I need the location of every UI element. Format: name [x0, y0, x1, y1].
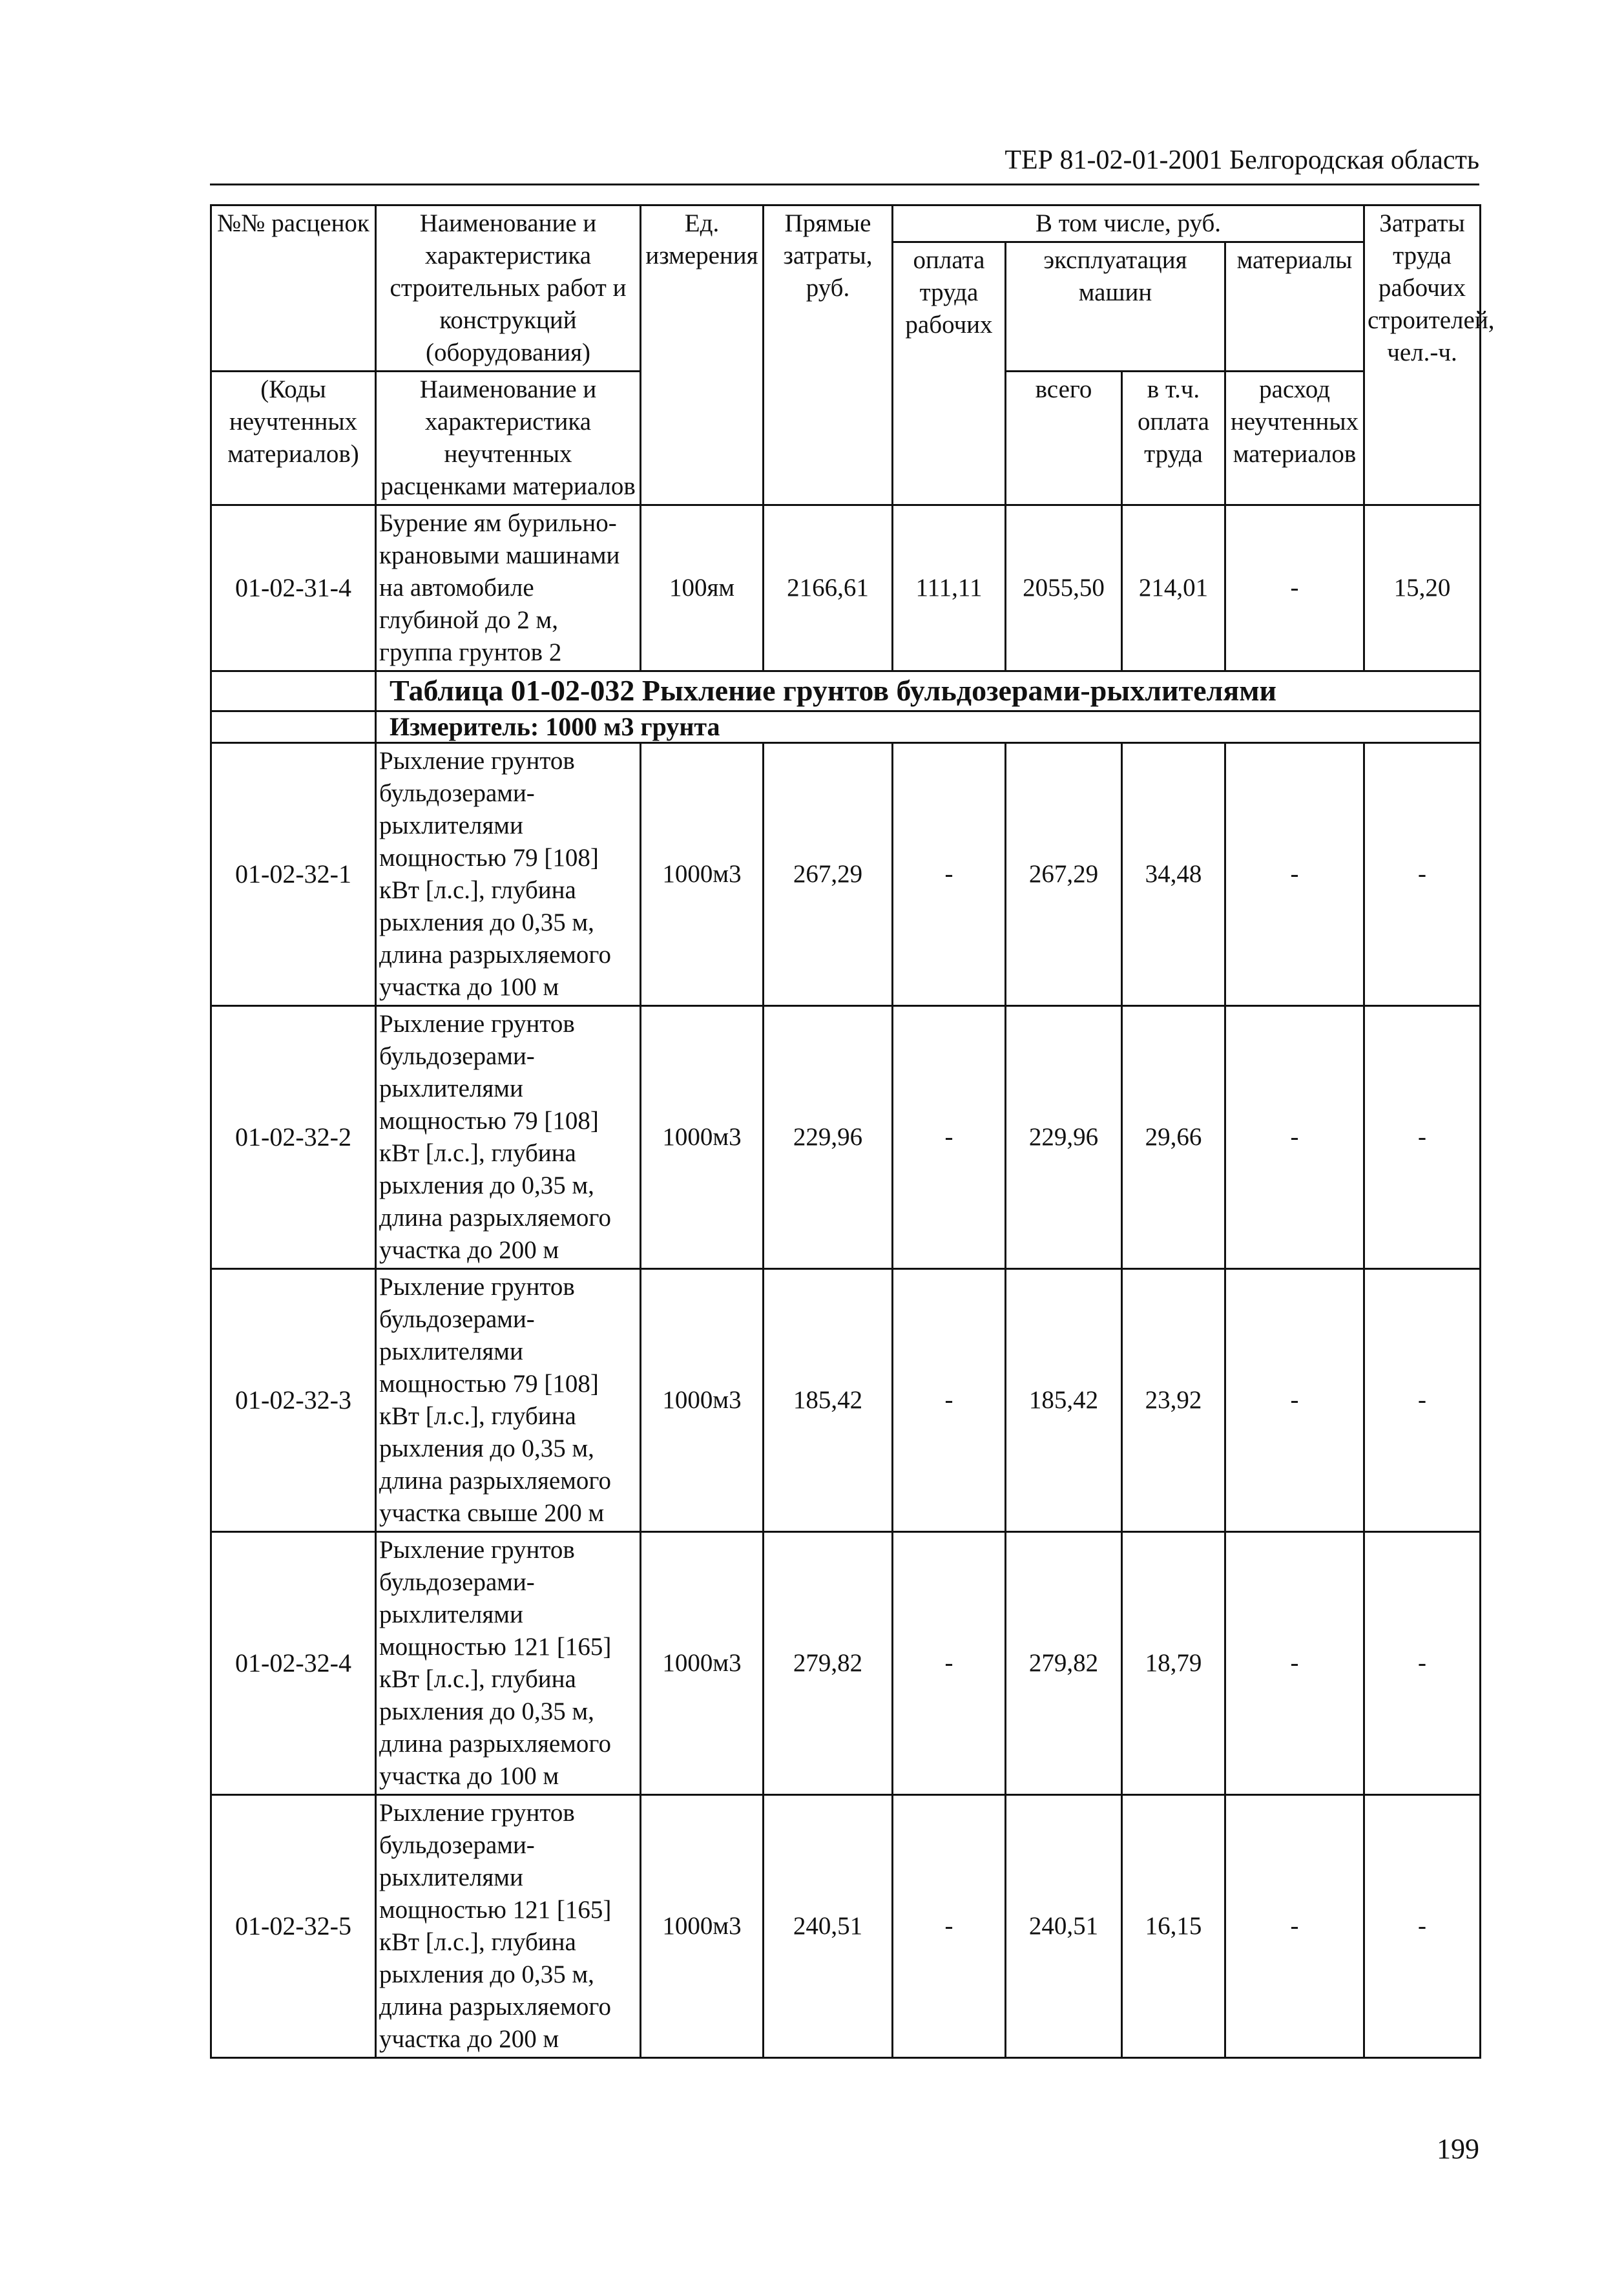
rate-materials: - — [1225, 1532, 1364, 1795]
rate-direct: 240,51 — [764, 1795, 893, 2058]
rate-name: Рыхление грунтов бульдозерами-рыхлителями мощностью 121 [165] кВт [л.с.], глубина рыхления до 0,35 м, длина разрыхляемого участка до 100 м — [376, 1532, 641, 1795]
rate-name: Рыхление грунтов бульдозерами-рыхлителями мощностью 79 [108] кВт [л.с.], глубина рыхления до 0,35 м, длина разрыхляемого участка до 100 м — [376, 743, 641, 1006]
rate-direct: 279,82 — [764, 1532, 893, 1795]
rate-code: 01-02-31-4 — [211, 505, 376, 671]
table-row — [211, 1795, 1481, 2058]
rate-wage: 111,11 — [893, 505, 1006, 671]
rate-machines-wage: 18,79 — [1122, 1532, 1225, 1795]
rate-labor: - — [1364, 1269, 1481, 1532]
section-title: Таблица 01-02-032 Рыхление грунтов бульдозерами-рыхлителями — [376, 671, 1481, 711]
rate-machines-total: 267,29 — [1006, 743, 1122, 1006]
rate-materials: - — [1225, 505, 1364, 671]
section-spacer — [211, 671, 376, 711]
col-header-unit: Ед. измерения — [641, 205, 764, 505]
rate-machines-wage: 29,66 — [1122, 1006, 1225, 1269]
rate-wage: - — [893, 1795, 1006, 2058]
table-row — [211, 1532, 1481, 1795]
table-row — [211, 505, 1481, 671]
header-rule — [210, 184, 1479, 185]
col-header-codes: (Коды неучтенных материалов) — [211, 372, 376, 505]
rate-wage: - — [893, 743, 1006, 1006]
rate-name: Рыхление грунтов бульдозерами-рыхлителями мощностью 121 [165] кВт [л.с.], глубина рыхления до 0,35 м, длина разрыхляемого участка до 200 м — [376, 1795, 641, 2058]
rate-labor: - — [1364, 1795, 1481, 2058]
document-header: ТЕР 81-02-01-2001 Белгородская область — [1005, 145, 1479, 175]
rate-machines-total: 185,42 — [1006, 1269, 1122, 1532]
table-row — [211, 1269, 1481, 1532]
page-number: 199 — [1437, 2133, 1479, 2165]
rate-materials: - — [1225, 743, 1364, 1006]
rate-unit: 1000м3 — [641, 1269, 764, 1532]
rate-code: 01-02-32-5 — [211, 1795, 376, 2058]
rate-unit: 100ям — [641, 505, 764, 671]
col-header-incl: В том числе, руб. — [893, 205, 1364, 242]
rates-table — [210, 204, 1495, 2059]
col-header-materials: материалы — [1225, 242, 1364, 372]
col-header-wage: оплата труда рабочих — [893, 242, 1006, 505]
rate-machines-wage: 23,92 — [1122, 1269, 1225, 1532]
rate-materials: - — [1225, 1269, 1364, 1532]
rate-wage: - — [893, 1006, 1006, 1269]
rate-machines-total: 240,51 — [1006, 1795, 1122, 2058]
rate-labor: - — [1364, 743, 1481, 1006]
rate-unit: 1000м3 — [641, 1795, 764, 2058]
rate-name: Рыхление грунтов бульдозерами-рыхлителями мощностью 79 [108] кВт [л.с.], глубина рыхления до 0,35 м, длина разрыхляемого участка свыше 200 м — [376, 1269, 641, 1532]
table-row — [211, 743, 1481, 1006]
rate-labor: 15,20 — [1364, 505, 1481, 671]
col-header-labor: Затраты труда рабочих строителей, чел.-ч. — [1364, 205, 1481, 505]
rate-labor: - — [1364, 1006, 1481, 1269]
rate-machines-total: 2055,50 — [1006, 505, 1122, 671]
col-header-name2: Наименование и характеристика неучтенных расценками материалов — [376, 372, 641, 505]
rate-code: 01-02-32-3 — [211, 1269, 376, 1532]
rate-unit: 1000м3 — [641, 1532, 764, 1795]
col-header-machines: эксплуатация машин — [1006, 242, 1225, 372]
rate-machines-total: 279,82 — [1006, 1532, 1122, 1795]
table-row — [211, 1006, 1481, 1269]
rate-code: 01-02-32-2 — [211, 1006, 376, 1269]
col-header-incl-wage: в т.ч. оплата труда — [1122, 372, 1225, 505]
measure-spacer — [211, 711, 376, 743]
rate-machines-wage: 16,15 — [1122, 1795, 1225, 2058]
rate-wage: - — [893, 1269, 1006, 1532]
rate-materials: - — [1225, 1795, 1364, 2058]
rate-direct: 2166,61 — [764, 505, 893, 671]
rate-direct: 185,42 — [764, 1269, 893, 1532]
rate-unit: 1000м3 — [641, 1006, 764, 1269]
rate-direct: 267,29 — [764, 743, 893, 1006]
rate-direct: 229,96 — [764, 1006, 893, 1269]
rate-machines-wage: 34,48 — [1122, 743, 1225, 1006]
rate-name: Рыхление грунтов бульдозерами-рыхлителями мощностью 79 [108] кВт [л.с.], глубина рыхления до 0,35 м, длина разрыхляемого участка до 200 м — [376, 1006, 641, 1269]
rate-materials: - — [1225, 1006, 1364, 1269]
section-measure: Измеритель: 1000 м3 грунта — [376, 711, 1481, 743]
col-header-name: Наименование и характеристика строительных работ и конструкций (оборудования) — [376, 205, 641, 372]
rate-code: 01-02-32-4 — [211, 1532, 376, 1795]
col-header-direct: Прямые затраты, руб. — [764, 205, 893, 505]
col-header-total: всего — [1006, 372, 1122, 505]
rate-unit: 1000м3 — [641, 743, 764, 1006]
rate-labor: - — [1364, 1532, 1481, 1795]
rate-machines-wage: 214,01 — [1122, 505, 1225, 671]
rate-wage: - — [893, 1532, 1006, 1795]
col-header-unaccounted: расход неучтенных материалов — [1225, 372, 1364, 505]
rate-code: 01-02-32-1 — [211, 743, 376, 1006]
rate-machines-total: 229,96 — [1006, 1006, 1122, 1269]
col-header-num: №№ расценок — [211, 205, 376, 372]
rate-name: Бурение ям бурильно-крановыми машинами на автомобиле глубиной до 2 м, группа грунтов 2 — [376, 505, 641, 671]
